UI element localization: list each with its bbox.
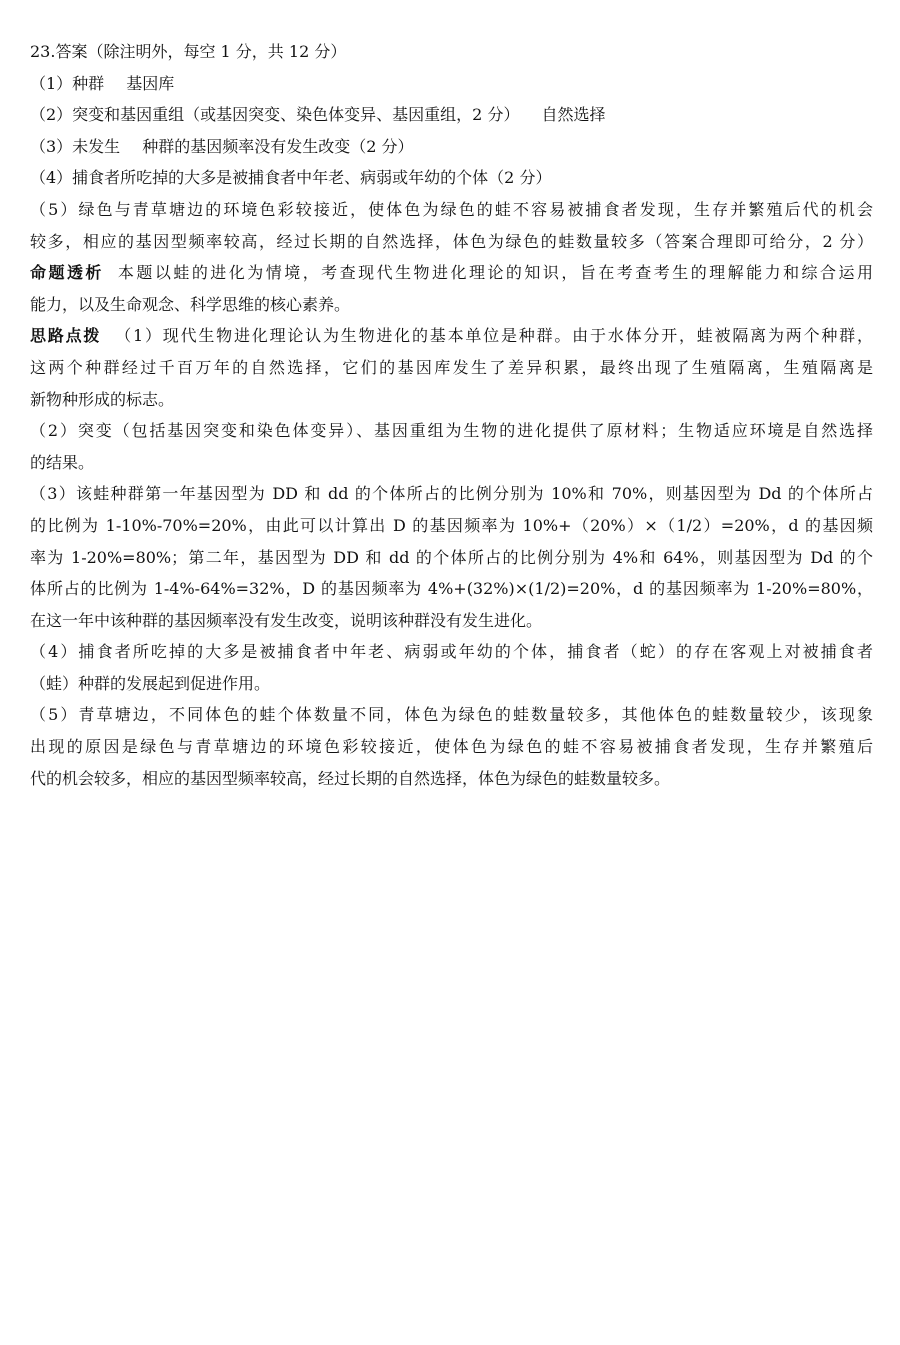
analysis-line-2: 能力，以及生命观念、科学思维的核心素养。 <box>30 294 351 314</box>
hint-p3-line-1: （3）该蛙种群第一年基因型为 DD 和 dd 的个体所占的比例分别为 10%和 70%，则基因型为 Dd 的个体所占 <box>30 484 873 504</box>
answer-5-line-1: （5）绿色与青草塘边的环境色彩较接近，使体色为绿色的蛙不容易被捕食者发现，生存并繁殖后代的机会 <box>30 199 873 219</box>
hint-p4-line-2: （蛙）种群的发展起到促进作用。 <box>30 673 271 693</box>
answer-2-part1: （2）突变和基因重组（或基因突变、染色体变异、基因重组，2 分） <box>30 105 520 125</box>
analysis-text-1: 本题以蛙的进化为情境，考查现代生物进化理论的知识，旨在考查考生的理解能力和综合运用 <box>117 263 873 283</box>
hint-p3-line-2: 的比例为 1-10%-70%=20%，由此可以计算出 D 的基因频率为 10%+（20%）×（1/2）=20%，d 的基因频 <box>30 515 873 535</box>
hint-p5-line-2: 出现的原因是绿色与青草塘边的环境色彩较接近，使体色为绿色的蛙不容易被捕食者发现，生存并繁殖后 <box>30 737 873 757</box>
document-page <box>30 36 873 794</box>
hint-p2-line-1: （2）突变（包括基因突变和染色体变异）、基因重组为生物的进化提供了原材料；生物适应环境是自然选择 <box>30 421 873 441</box>
answer-3-part1: （3）未发生 <box>30 136 121 156</box>
answer-1-part1: （1）种群 <box>30 73 105 93</box>
answer-3 <box>30 131 873 163</box>
analysis-label: 命题透析 <box>30 263 104 283</box>
analysis-line-1 <box>30 257 873 289</box>
hint-label: 思路点拨 <box>30 326 102 346</box>
hint-p1-text-1: （1）现代生物进化理论认为生物进化的基本单位是种群。由于水体分开，蛙被隔离为两个种群， <box>115 326 873 346</box>
answer-2-part2: 自然选择 <box>541 105 606 125</box>
answer-5-line-2: 较多，相应的基因型频率较高，经过长期的自然选择，体色为绿色的蛙数量较多（答案合理即可给分，2 分） <box>30 231 873 251</box>
answer-4: （4）捕食者所吃掉的大多是被捕食者中年老、病弱或年幼的个体（2 分） <box>30 168 552 188</box>
answer-3-part2: 种群的基因频率没有发生改变（2 分） <box>142 136 414 156</box>
hint-p5-line-3: 代的机会较多，相应的基因型频率较高，经过长期的自然选择，体色为绿色的蛙数量较多。 <box>30 768 671 788</box>
hint-p3-line-5: 在这一年中该种群的基因频率没有发生改变，说明该种群没有发生进化。 <box>30 610 543 630</box>
answer-1 <box>30 68 873 100</box>
answer-1-part2: 基因库 <box>126 73 175 93</box>
answer-2 <box>30 99 873 131</box>
hint-p1-line-3: 新物种形成的标志。 <box>30 389 175 409</box>
hint-p3-line-3: 率为 1-20%=80%；第二年，基因型为 DD 和 dd 的个体所占的比例分别为 4%和 64%，则基因型为 Dd 的个 <box>30 547 873 567</box>
hint-p4-line-1: （4）捕食者所吃掉的大多是被捕食者中年老、病弱或年幼的个体，捕食者（蛇）的存在客观上对被捕食者 <box>30 642 873 662</box>
hint-p3-line-4: 体所占的比例为 1-4%-64%=32%，D 的基因频率为 4%+(32%)×(1/2)=20%，d 的基因频率为 1-20%=80%， <box>30 579 873 599</box>
hint-p2-line-2: 的结果。 <box>30 452 95 472</box>
hint-p1-line-1 <box>30 320 873 352</box>
answer-header: 23.答案（除注明外，每空 1 分，共 12 分） <box>30 42 347 61</box>
hint-p5-line-1: （5）青草塘边，不同体色的蛙个体数量不同，体色为绿色的蛙数量较多，其他体色的蛙数量较少，该现象 <box>30 705 873 725</box>
hint-p1-line-2: 这两个种群经过千百万年的自然选择，它们的基因库发生了差异积累，最终出现了生殖隔离，生殖隔离是 <box>30 357 873 377</box>
